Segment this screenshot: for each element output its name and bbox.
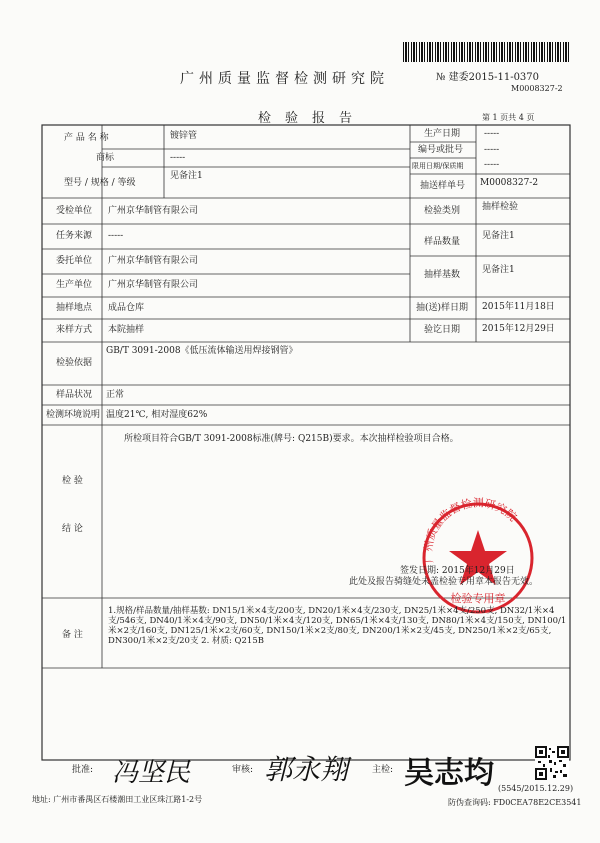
maker-label: 生产单位 [56,280,93,290]
production-date-label: 生产日期 [424,129,461,139]
expiry-value: ----- [484,160,500,170]
state-value: 正常 [106,390,125,400]
test-label: 主检: [372,765,394,775]
place-label: 抽样地点 [56,303,93,313]
finish-date-value: 2015年12月29日 [482,324,555,334]
expiry-label: 限用日期/保质期 [412,162,464,170]
test-signature: 吴志均 [404,756,494,791]
seal-subtext: 检验专用章 [450,592,506,605]
trademark-value: ----- [170,153,186,163]
seal-note: 此处及报告骑缝处未盖检验专用章本报告无效。 [349,577,539,587]
conclusion-label-2: 结 论 [62,524,83,534]
approve-signature: 冯坚民 [112,758,191,788]
base-qty-value: 见备注1 [482,265,515,275]
conclusion-label-1: 检 验 [62,476,83,486]
test-type-label: 检验类别 [424,206,461,216]
client-value: 广州京华制管有限公司 [108,206,199,216]
basis-label: 检验依据 [56,358,93,368]
env-label: 检测环境说明 [46,410,101,420]
method-value: 本院抽样 [108,325,145,335]
anti-counterfeit-code: 防伪查询码: FD0CEA78E2CE3541 [448,798,582,807]
production-date-value: ----- [484,129,500,139]
conclusion-text: 所检项目符合GB/T 3091-2008标准(牌号: Q215B)要求。本次抽样检验项目合格。 [124,434,459,444]
model-label: 型号 / 规格 / 等级 [64,178,136,188]
report-number: № 建委2015-11-0370 [436,72,540,83]
inspection-seal [398,496,538,614]
trademark-label: 商标 [96,153,115,163]
test-type-value: 抽样检验 [482,202,519,212]
report-title: 检验报告 [258,111,367,126]
entrust-label: 委托单位 [56,256,93,266]
qr-code [535,746,569,780]
address: 地址: 广州市番禺区石楼潮田工业区珠江路1-2号 [32,795,203,804]
base-qty-label: 抽样基数 [424,270,461,280]
client-label: 受检单位 [56,206,93,216]
batch-label: 编号或批号 [418,145,464,155]
organization-name: 广州质量监督检测研究院 [180,71,389,87]
issue-date: 签发日期: 2015年12月29日 [400,566,515,576]
qr-caption: (5545/2015.12.29) [498,784,574,793]
sample-date-value: 2015年11月18日 [482,302,555,312]
product-name-value: 镀锌管 [170,131,198,141]
env-value: 温度21℃, 相对湿度62% [106,410,208,420]
batch-value: ----- [484,145,500,155]
page-info: 第 1 页共 4 页 [482,113,535,122]
sample-qty-label: 样品数量 [424,237,461,247]
sample-qty-value: 见备注1 [482,231,515,241]
entrust-value: 广州京华制管有限公司 [108,256,199,266]
sample-no-label: 抽送样单号 [420,181,466,191]
sample-date-label: 抽(送)样日期 [416,303,469,313]
review-signature: 郭永翔 [264,753,349,786]
state-label: 样品状况 [56,390,93,400]
finish-date-label: 验讫日期 [424,325,461,335]
model-value: 见备注1 [170,171,203,181]
remark-label: 备 注 [62,630,83,640]
maker-value: 广州京华制管有限公司 [108,280,199,290]
product-name-label: 产 品 名 称 [64,133,109,143]
remark-text: 1.规格/样品数量/抽样基数: DN15/1米×4支/200支, DN20/1米×4支/230支, DN25/1米×4支/250支, DN32/1米×4支/546支, DN40/1米×4支/90支, DN50/1米×4支/120支, DN65/1米×4支/130支, DN80/1米×4支/150支, DN100/1米×2支/160支, DN125/1米×2支/60支, DN150/1米×2支/80支, DN200/1米×2支/45支, DN250/1米×2支/65支, DN300/1米×2支/20支 2. 材质: Q215B [108,606,567,646]
method-label: 来样方式 [56,325,93,335]
task-source-label: 任务来源 [56,231,93,241]
report-code: M0008327-2 [511,84,563,93]
place-value: 成品仓库 [108,303,145,313]
seal-text: 广州质量监督检测研究院 [421,496,520,564]
task-source-value: ----- [108,231,124,241]
review-label: 审核: [232,765,254,775]
approve-label: 批准: [72,765,94,775]
sample-no-value: M0008327-2 [480,178,539,188]
basis-value: GB/T 3091-2008《低压流体输送用焊接钢管》 [106,346,298,356]
